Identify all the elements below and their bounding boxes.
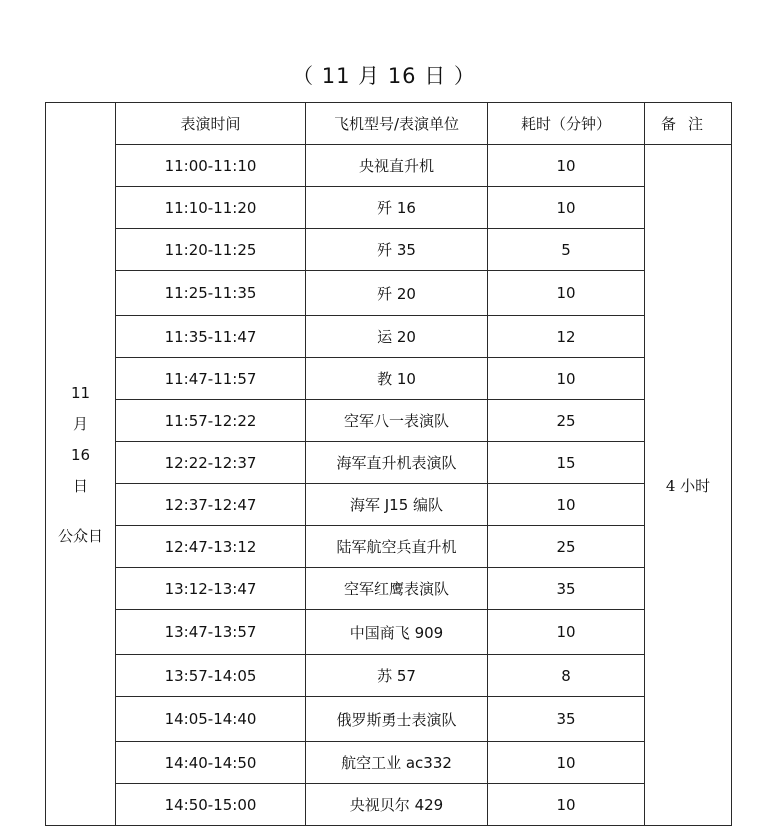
table-row xyxy=(46,316,732,358)
cell-duration: 10 xyxy=(488,742,645,784)
date-day-number: 16 xyxy=(70,445,91,464)
remark-cell: 4 小时 xyxy=(645,145,732,826)
cell-time: 11:00-11:10 xyxy=(116,145,306,187)
cell-duration: 10 xyxy=(488,187,645,229)
cell-aircraft: 中国商飞 909 xyxy=(306,610,488,655)
table-row xyxy=(46,655,732,697)
cell-time: 11:10-11:20 xyxy=(116,187,306,229)
cell-aircraft: 运 20 xyxy=(306,316,488,358)
cell-time: 11:20-11:25 xyxy=(116,229,306,271)
table-row xyxy=(46,271,732,316)
cell-time: 13:12-13:47 xyxy=(116,568,306,610)
cell-aircraft: 空军八一表演队 xyxy=(306,400,488,442)
cell-aircraft: 航空工业 ac332 xyxy=(306,742,488,784)
cell-time: 14:40-14:50 xyxy=(116,742,306,784)
table-row xyxy=(46,784,732,826)
cell-aircraft: 歼 16 xyxy=(306,187,488,229)
table-row xyxy=(46,484,732,526)
cell-time: 11:35-11:47 xyxy=(116,316,306,358)
cell-duration: 10 xyxy=(488,145,645,187)
cell-duration: 8 xyxy=(488,655,645,697)
table-row xyxy=(46,697,732,742)
table-row xyxy=(46,358,732,400)
cell-time: 11:57-12:22 xyxy=(116,400,306,442)
cell-duration: 10 xyxy=(488,610,645,655)
date-cell xyxy=(46,103,116,826)
table-row xyxy=(46,229,732,271)
table-row xyxy=(46,742,732,784)
cell-duration: 10 xyxy=(488,358,645,400)
cell-aircraft: 央视贝尔 429 xyxy=(306,784,488,826)
page-title: （ 11 月 16 日 ） xyxy=(292,64,476,88)
table-row xyxy=(46,187,732,229)
header-duration: 耗时（分钟） xyxy=(488,103,645,145)
schedule-table xyxy=(45,102,732,826)
table-row xyxy=(46,568,732,610)
cell-time: 13:47-13:57 xyxy=(116,610,306,655)
cell-aircraft: 海军 J15 编队 xyxy=(306,484,488,526)
cell-time: 14:50-15:00 xyxy=(116,784,306,826)
cell-duration: 25 xyxy=(488,400,645,442)
cell-duration: 10 xyxy=(488,784,645,826)
cell-duration: 5 xyxy=(488,229,645,271)
cell-aircraft: 陆军航空兵直升机 xyxy=(306,526,488,568)
cell-duration: 35 xyxy=(488,697,645,742)
cell-aircraft: 教 10 xyxy=(306,358,488,400)
cell-duration: 25 xyxy=(488,526,645,568)
cell-aircraft: 歼 35 xyxy=(306,229,488,271)
header-aircraft: 飞机型号/表演单位 xyxy=(306,103,488,145)
cell-duration: 10 xyxy=(488,484,645,526)
cell-time: 12:37-12:47 xyxy=(116,484,306,526)
table-row xyxy=(46,526,732,568)
cell-time: 12:22-12:37 xyxy=(116,442,306,484)
date-day-char: 日 xyxy=(72,476,88,495)
cell-time: 11:25-11:35 xyxy=(116,271,306,316)
table-row xyxy=(46,610,732,655)
table-row xyxy=(46,145,732,187)
header-time: 表演时间 xyxy=(116,103,306,145)
cell-aircraft: 苏 57 xyxy=(306,655,488,697)
cell-aircraft: 歼 20 xyxy=(306,271,488,316)
cell-time: 12:47-13:12 xyxy=(116,526,306,568)
cell-time: 14:05-14:40 xyxy=(116,697,306,742)
cell-duration: 10 xyxy=(488,271,645,316)
date-month-char: 月 xyxy=(72,414,88,433)
header-remark: 备注 xyxy=(645,103,732,145)
table-row xyxy=(46,442,732,484)
header-row xyxy=(46,103,732,145)
cell-time: 11:47-11:57 xyxy=(116,358,306,400)
date-month-number: 11 xyxy=(70,383,91,402)
cell-aircraft: 央视直升机 xyxy=(306,145,488,187)
cell-aircraft: 俄罗斯勇士表演队 xyxy=(306,697,488,742)
table-row xyxy=(46,400,732,442)
cell-duration: 35 xyxy=(488,568,645,610)
cell-time: 13:57-14:05 xyxy=(116,655,306,697)
cell-duration: 12 xyxy=(488,316,645,358)
date-day-type: 公众日 xyxy=(57,526,103,545)
cell-aircraft: 海军直升机表演队 xyxy=(306,442,488,484)
cell-aircraft: 空军红鹰表演队 xyxy=(306,568,488,610)
cell-duration: 15 xyxy=(488,442,645,484)
